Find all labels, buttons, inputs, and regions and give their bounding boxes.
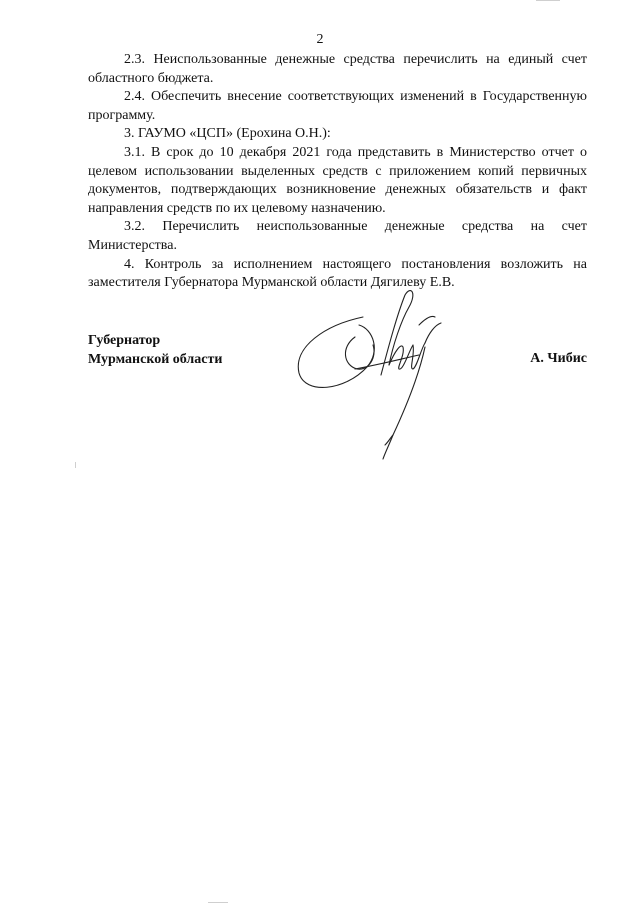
- handwritten-signature: [285, 285, 455, 465]
- document-body: [88, 51, 587, 293]
- paragraph-3-2: 3.2. Перечислить неиспользованные денежные средства на счет Министерства.: [88, 219, 587, 253]
- signatory-position-line-2: Мурманской области: [88, 351, 223, 367]
- paragraph-2-3: 2.3. Неиспользованные денежные средства перечислить на единый счет областного бюджета.: [88, 52, 587, 86]
- scan-artifact-left: [75, 462, 76, 468]
- page-number: 2: [316, 32, 324, 47]
- signatory-name: А. Чибис: [530, 351, 587, 366]
- signatory-position-line-1: Губернатор: [88, 333, 161, 348]
- paragraph-4: 4. Контроль за исполнением настоящего постановления возложить на заместителя Губернатора Мурманской области Дягилеву Е.В.: [88, 256, 587, 291]
- paragraph-2-4: 2.4. Обеспечить внесение соответствующих изменений в Государственную программу.: [88, 89, 587, 123]
- scan-artifact-top: [536, 0, 560, 1]
- paragraph-3-1: 3.1. В срок до 10 декабря 2021 года представить в Министерство отчет о целевом использовании выделенных средств с приложением копий первичных документов, подтверждающих возникновение денежных обязательств и факт направления средств по их целевому назначению.: [88, 144, 587, 216]
- signatory-position: [88, 332, 222, 369]
- paragraph-3: 3. ГАУМО «ЦСП» (Ерохина О.Н.):: [124, 126, 331, 142]
- scan-artifact-bottom: [208, 902, 228, 903]
